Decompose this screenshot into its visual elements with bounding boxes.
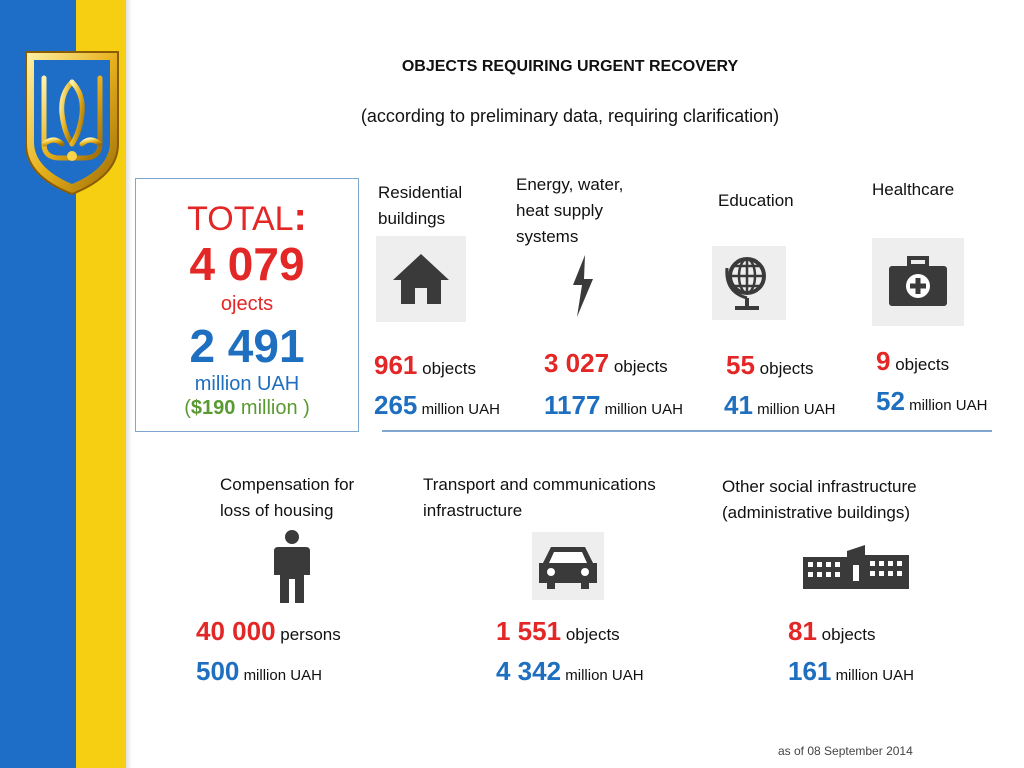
education-amount — [724, 390, 835, 421]
section-divider — [382, 430, 992, 432]
residential-amount — [374, 390, 500, 421]
total-colon: : — [293, 195, 307, 239]
other-count — [788, 616, 876, 647]
healthcare-count — [876, 346, 949, 377]
count-value: 3 027 — [544, 348, 610, 378]
category-label-line: Healthcare — [872, 180, 955, 199]
first-aid-kit-icon — [872, 238, 964, 326]
stripe-shadow — [126, 0, 132, 768]
count-unit: objects — [759, 359, 814, 378]
total-usd-amount: $190 — [190, 397, 236, 419]
amount-unit: million UAH — [565, 667, 644, 684]
page-title: OBJECTS REQUIRING URGENT RECOVERY — [401, 58, 739, 75]
compensation-count — [196, 616, 341, 647]
education-count — [726, 350, 814, 381]
category-label-other — [722, 474, 917, 526]
category-label-line: buildings — [378, 209, 446, 228]
energy-count — [544, 348, 668, 379]
count-value: 9 — [876, 346, 891, 376]
amount-value: 41 — [724, 390, 753, 420]
count-value: 55 — [726, 350, 755, 380]
total-usd — [136, 397, 358, 420]
category-label-healthcare — [872, 177, 954, 203]
count-unit: objects — [565, 625, 620, 644]
person-icon — [262, 528, 322, 606]
total-uah-amount: 2 491 — [189, 320, 305, 372]
globe-icon — [712, 246, 786, 320]
amount-value: 500 — [196, 656, 240, 686]
transport-amount — [496, 656, 644, 687]
count-value: 81 — [788, 616, 817, 646]
category-label-line: Education — [718, 191, 794, 210]
category-label-compensation — [220, 472, 354, 524]
category-label-line: systems — [516, 227, 579, 246]
category-label-line: loss of housing — [220, 501, 334, 520]
house-icon — [376, 236, 466, 322]
count-unit: objects — [821, 625, 876, 644]
healthcare-amount — [876, 386, 987, 417]
category-label-line: infrastructure — [423, 501, 523, 520]
category-label-line: Transport and communications — [423, 475, 656, 494]
amount-unit: million UAH — [604, 401, 683, 418]
total-objects-count: 4 079 — [189, 238, 305, 290]
energy-amount — [544, 390, 683, 421]
total-uah-unit: million UAH — [194, 373, 300, 395]
count-unit: objects — [895, 355, 950, 374]
amount-unit: million UAH — [757, 401, 836, 418]
total-label: TOTAL — [187, 200, 294, 238]
car-icon — [532, 532, 604, 600]
category-label-transport — [423, 472, 656, 524]
amount-unit: million UAH — [835, 667, 914, 684]
total-objects-unit: ojects — [220, 293, 274, 315]
date-footnote: as of 08 September 2014 — [778, 744, 913, 758]
count-unit: objects — [613, 357, 668, 376]
category-label-line: Residential — [378, 183, 463, 202]
category-label-line: Other social infrastructure — [722, 477, 917, 496]
category-label-line: heat supply — [516, 201, 603, 220]
count-value: 1 551 — [496, 616, 562, 646]
amount-value: 161 — [788, 656, 832, 686]
other-amount — [788, 656, 914, 687]
category-label-line: Energy, water, — [516, 175, 624, 194]
count-unit: persons — [280, 625, 341, 644]
amount-value: 4 342 — [496, 656, 562, 686]
buildings-icon — [800, 538, 912, 596]
count-value: 961 — [374, 350, 418, 380]
total-usd-unit: million ) — [235, 397, 310, 419]
category-label-education — [718, 188, 794, 214]
count-unit: objects — [422, 359, 476, 378]
total-summary-box — [135, 178, 359, 432]
lightning-icon — [560, 252, 604, 320]
coat-of-arms-icon — [20, 48, 124, 198]
amount-unit: million UAH — [909, 397, 988, 414]
amount-value: 52 — [876, 386, 905, 416]
amount-value: 1177 — [544, 390, 601, 420]
transport-count — [496, 616, 620, 647]
amount-unit: million UAH — [243, 667, 322, 684]
total-usd-open: ( — [184, 397, 191, 419]
amount-value: 265 — [374, 390, 418, 420]
amount-unit: million UAH — [421, 401, 500, 418]
residential-count — [374, 350, 476, 381]
category-label-energy — [516, 172, 623, 250]
category-label-line: (administrative buildings) — [722, 503, 911, 522]
total-heading — [136, 195, 358, 240]
category-label-line: Compensation for — [220, 475, 355, 494]
compensation-amount — [196, 656, 322, 687]
page-subtitle: (according to preliminary data, requiring clarification) — [360, 106, 780, 126]
count-value: 40 000 — [196, 616, 276, 646]
category-label-residential — [378, 180, 462, 232]
